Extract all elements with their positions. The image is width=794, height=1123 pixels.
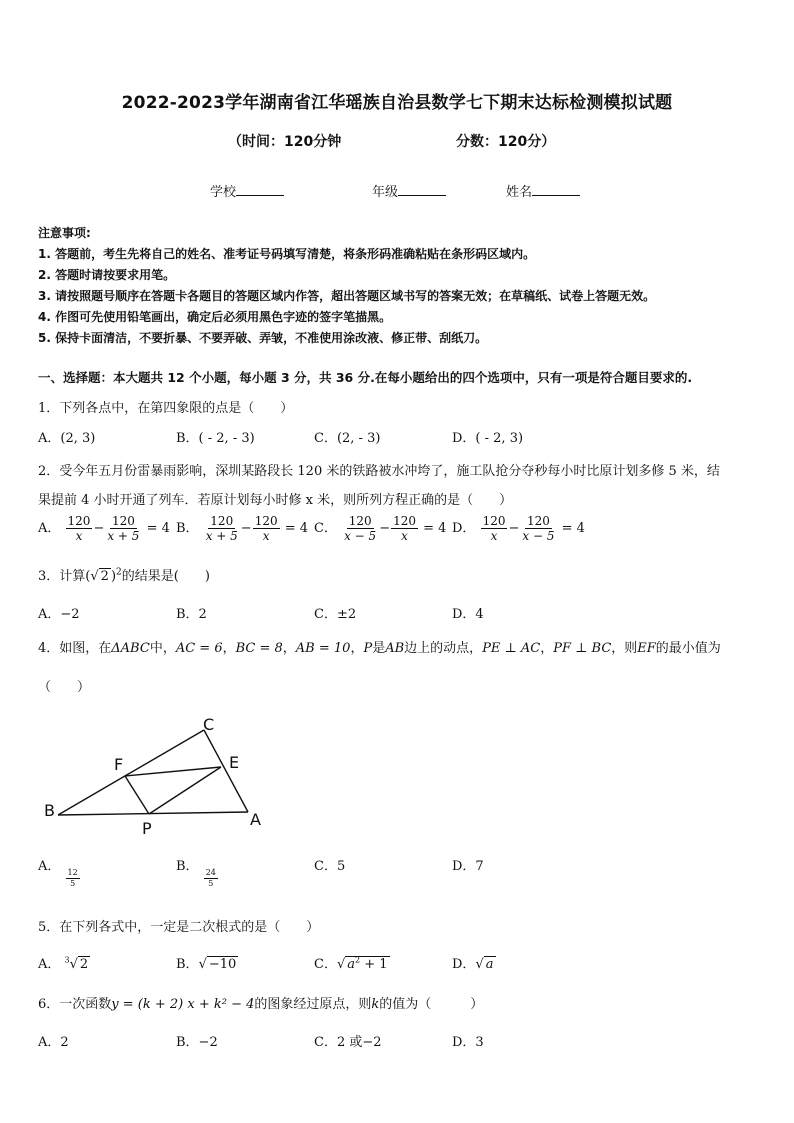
question-3-stem: 3．计算(√ 2 )$^2$的结果是( ) (38, 567, 210, 584)
segment-fp (125, 776, 149, 814)
option-label: C． (314, 521, 337, 536)
option-label: A． (38, 957, 61, 972)
option-label: D． (452, 957, 476, 972)
notice-item: 2. 答题时请按要求用笔。 (38, 268, 176, 282)
q2-option-b[interactable] (176, 514, 308, 543)
minus-sign: − (93, 521, 105, 536)
minus-sign: − (379, 521, 391, 536)
q5-option-d[interactable]: D．√ a (452, 957, 494, 972)
equation-rhs: = 4 (146, 521, 170, 536)
option-label: B． (176, 859, 199, 874)
fraction: $\frac{120}{x - 5}$ (344, 514, 377, 543)
school-label: 学校 (210, 185, 237, 200)
name-label: 姓名 (506, 185, 533, 200)
option-label: B． (176, 957, 199, 972)
notice-item: 3. 请按照题号顺序在答题卡各题目的答题区域内作答，超出答题区域书写的答案无效；在草稿纸、试卷上答题无效。 (38, 289, 656, 303)
q1-option-b[interactable]: B．( - 2, - 3) (176, 431, 255, 446)
option-label: B． (176, 521, 199, 536)
question-2-line1: 2．受今年五月份雷暴雨影响，深圳某路段长 120 米的铁路被水冲垮了，施工队抢分夺秒每小时比原计划多修 5 米，结 (38, 464, 720, 479)
time-label: （时间：120分钟 (228, 134, 342, 150)
segment-ca (204, 730, 248, 812)
segment-ab (58, 812, 248, 815)
minus-sign: − (240, 521, 252, 536)
option-label: D． (452, 521, 476, 536)
minus-sign: − (508, 521, 520, 536)
option-label: A． (38, 521, 61, 536)
radicand: $a^2 + 1$ (347, 955, 388, 972)
q4-option-a[interactable] (38, 855, 81, 888)
fraction: $\frac{12}{5}$ (67, 868, 78, 888)
fraction: $\frac{120}{x + 5}$ (107, 514, 140, 543)
point-b-label: B (44, 801, 55, 820)
notice-item: 5. 保持卡面清洁，不要折暴、不要弄破、弄皱，不准使用涂改液、修正带、刮纸刀。 (38, 331, 488, 345)
equation-rhs: = 4 (423, 521, 447, 536)
notice-item: 4. 作图可先使用铅笔画出，确定后必须用黑色字迹的签字笔描黑。 (38, 310, 392, 324)
question-2-line2: 果提前 4 小时开通了列车．若原计划每小时修 x 米，则所列方程正确的是（ ） (38, 493, 513, 508)
q2-option-a[interactable] (38, 514, 170, 543)
triangle-diagram (30, 712, 290, 842)
q5-option-a[interactable]: A． $^3$√ 2 (38, 955, 89, 972)
grade-label: 年级 (372, 185, 399, 200)
q4-option-d[interactable]: D．7 (452, 859, 484, 874)
fraction: $\frac{120}{x + 5}$ (205, 514, 238, 543)
q1-option-a[interactable]: A．(2, 3) (38, 431, 96, 446)
radicand: −10 (208, 957, 237, 972)
q6-option-c[interactable]: C．2 或−2 (314, 1035, 382, 1050)
segment-pe (149, 767, 221, 814)
name-field[interactable] (506, 181, 580, 200)
point-e-label: E (229, 753, 240, 772)
question-6-stem: 6．一次函数y = (k + 2) x + k² − 4的图象经过原点，则k的值为（ ） (38, 997, 484, 1012)
point-f-label: F (114, 755, 124, 774)
q2-option-c[interactable] (314, 514, 446, 543)
question-1-stem: 1．下列各点中，在第四象限的点是（ ） (38, 401, 294, 416)
school-field[interactable] (210, 181, 284, 200)
option-label: A． (38, 859, 61, 874)
question-4-line2: （ ） (38, 680, 91, 695)
fraction: $\frac{24}{5}$ (205, 868, 216, 888)
point-a-label: A (250, 810, 261, 829)
segment-bc (58, 730, 204, 815)
q6-option-d[interactable]: D．3 (452, 1035, 484, 1050)
radicand: 2 (79, 957, 89, 972)
q4-option-b[interactable] (176, 855, 219, 888)
q2-option-d[interactable] (452, 514, 585, 543)
fraction: $\frac{120}{x}$ (67, 514, 91, 543)
q3-option-a[interactable]: A．−2 (38, 607, 80, 622)
question-4-stem: 4．如图，在ΔABC中，AC = 6，BC = 8，AB = 10，P是AB边上的动点，PE ⊥ AC，PF ⊥ BC，则EF的最小值为 (38, 641, 721, 656)
equation-rhs: = 4 (284, 521, 309, 536)
q1-option-d[interactable]: D．( - 2, 3) (452, 431, 524, 446)
notice-item: 1. 答题前，考生先将自己的姓名、准考证号码填写清楚，将条形码准确粘贴在条形码区域内。 (38, 247, 536, 261)
grade-field[interactable] (372, 181, 446, 200)
fraction: $\frac{120}{x}$ (393, 514, 416, 543)
q3-option-d[interactable]: D．4 (452, 607, 484, 622)
point-p-label: P (142, 819, 152, 838)
fraction: $\frac{120}{x - 5}$ (522, 514, 555, 543)
q6-option-b[interactable]: B．−2 (176, 1035, 218, 1050)
q3-option-b[interactable]: B．2 (176, 607, 207, 622)
q5-option-b[interactable]: B．√ −10 (176, 957, 237, 972)
q1-option-c[interactable]: C．(2, - 3) (314, 431, 381, 446)
option-label: C． (314, 957, 337, 972)
radical-index: 3 (64, 955, 70, 965)
question-5-stem: 5．在下列各式中，一定是二次根式的是（ ） (38, 920, 320, 935)
section-heading: 一、选择题：本大题共 12 个小题，每小题 3 分，共 36 分.在每小题给出的四个选项中，只有一项是符合题目要求的. (38, 370, 693, 385)
notice-heading: 注意事项: (38, 226, 91, 240)
fraction: $\frac{120}{x}$ (482, 514, 506, 543)
q4-option-c[interactable]: C．5 (314, 859, 346, 874)
q3-option-c[interactable]: C．±2 (314, 607, 357, 622)
radicand: a (485, 957, 494, 972)
equation-rhs: = 4 (561, 521, 585, 536)
page-title: 2022-2023学年湖南省江华瑶族自治县数学七下期末达标检测模拟试题 (121, 93, 673, 113)
score-label: 分数：120分） (456, 134, 556, 150)
fraction: $\frac{120}{x}$ (254, 514, 278, 543)
point-c-label: C (203, 715, 215, 734)
q6-option-a[interactable]: A．2 (38, 1035, 69, 1050)
q5-option-c[interactable]: C．√ $a^2 + 1$ (314, 955, 388, 972)
